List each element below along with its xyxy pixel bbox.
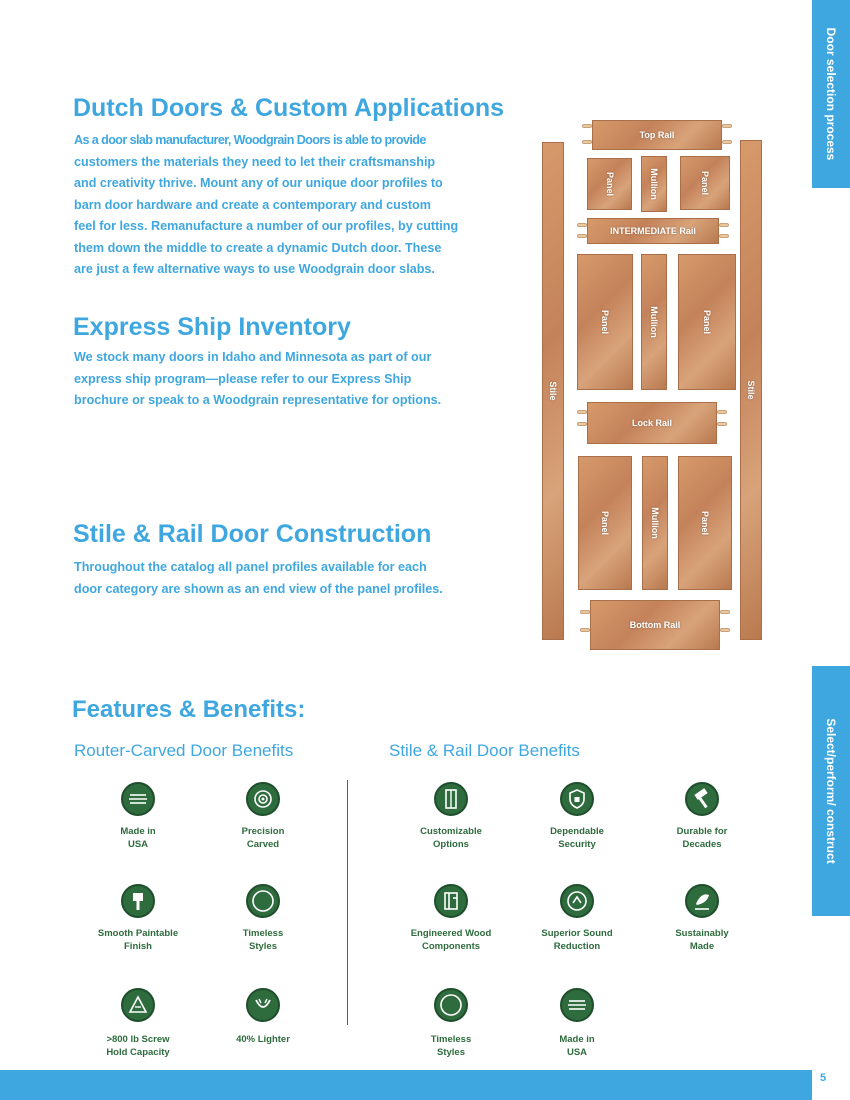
page-number: 5 [820,1072,827,1084]
screw-icon [121,988,155,1022]
feature-line: Sustainably [675,928,729,939]
feature-smooth-paintable [78,928,198,953]
intermediate-rail [587,218,719,244]
paintbrush-icon [121,884,155,918]
layers-icon [434,884,468,918]
mullion [641,156,667,212]
dowel [719,234,729,238]
lock-rail [587,402,717,444]
intermediate-rail-label: INTERMEDIATE Rail [610,226,696,236]
feature-precision-carved [203,826,323,851]
dowel [580,610,590,614]
dowel [582,124,592,128]
text-line: customers the materials they need to let their craftsmanship [74,154,436,169]
stile-rail-title: Stile & Rail Door Construction [73,520,432,548]
feature-line: Durable for [676,826,728,837]
feature-line: Engineered Wood [410,928,492,939]
side-tab-select-perform[interactable] [812,666,850,916]
dowel [577,234,587,238]
bottom-rail [590,600,720,650]
stile-right [740,140,762,640]
express-ship-title: Express Ship Inventory [73,313,351,341]
feature-lighter [203,1034,323,1047]
text-line: door category are shown as an end view of the panel profiles. [74,581,443,596]
feature-line: Finish [124,940,152,952]
feature-sound-reduction [517,928,637,953]
feature-timeless-styles [203,928,323,953]
feature-line: Dependable [550,826,604,837]
feature-line: Timeless [430,1034,472,1045]
top-rail-label: Top Rail [639,130,675,140]
panel-label: Panel [604,171,615,197]
mullion-label: Mullion [649,168,659,200]
dowel [580,628,590,632]
panel [578,456,632,590]
sound-icon [560,884,594,918]
feature-line: Made in [120,826,156,837]
panel-label: Panel [700,170,710,196]
feature-line: Security [558,838,596,850]
dowel [722,124,732,128]
feature-line: Components [421,940,481,952]
footer-bar [0,1070,812,1100]
panel [587,158,632,210]
feature-line: Made in [559,1034,595,1045]
mullion-label: Mullion [650,507,660,539]
feature-sustainably-made [642,928,762,953]
stile-rail-text [74,557,466,600]
feature-durable [642,826,762,851]
feature-line: >800 lb Screw [106,1034,170,1045]
feature-line: Precision [241,826,285,837]
text-line: As a door slab manufacturer, Woodgrain Doors is able to provide [74,133,426,147]
feature-line: Timeless [242,928,284,939]
circle-icon [246,884,280,918]
feature-security [517,826,637,851]
dutch-doors-title: Dutch Doors & Custom Applications [73,94,505,122]
mullion [642,456,668,590]
panel-label: Panel [600,510,610,536]
bottom-rail-label: Bottom Rail [629,620,681,630]
side-tab-select-perform-label: Select/perform/ construct [824,718,838,864]
panel-label: Panel [700,510,710,536]
hammer-icon [685,782,719,816]
dowel [582,140,592,144]
column-divider [347,780,348,1025]
features-title: Features & Benefits: [72,696,306,723]
flag-icon [121,782,155,816]
dowel [720,628,730,632]
feature-timeless-styles [391,1034,511,1059]
leaf-icon [685,884,719,918]
feature-line: Options [433,838,469,850]
door-icon [434,782,468,816]
feature-screw-hold [78,1034,198,1059]
router-benefits-heading: Router-Carved Door Benefits [74,741,294,760]
feature-line: Customizable [420,826,482,837]
stile-left [542,142,564,640]
door-construction-diagram [530,110,810,650]
text-line: Throughout the catalog all panel profiles available for each [74,560,427,574]
feature-line: Made [689,940,715,952]
dowel [577,410,587,414]
stile-label: Stile [746,380,756,400]
dowel [577,223,587,227]
panel [678,254,736,390]
mullion [641,254,667,390]
side-tab-door-selection-label: Door selection process [824,27,838,161]
shield-icon [560,782,594,816]
panel [577,254,633,390]
circle-icon [434,988,468,1022]
top-rail [592,120,722,150]
side-tab-door-selection[interactable] [812,0,850,188]
text-line: and creativity thrive. Mount any of our unique door profiles to [74,176,443,190]
mullion-label: Mullion [649,306,659,338]
dutch-doors-text [74,130,466,281]
text-line: them down the middle to create a dynamic Dutch door. These [74,240,442,255]
feature-made-in-usa [517,1034,637,1059]
feature-line: USA [566,1046,588,1058]
feature-line: USA [127,838,149,850]
feature-line: Decades [682,838,722,850]
feature-line: Smooth Paintable [97,928,179,939]
feature-line: Hold Capacity [106,1046,170,1058]
text-line: barn door hardware and create a contemporary and custom [74,197,431,212]
panel-label: Panel [600,309,610,335]
feature-made-in-usa [78,826,198,851]
feature-line: Carved [246,838,280,850]
panel [678,456,732,590]
panel [680,156,730,210]
dowel [717,410,727,414]
feature-line: Superior Sound [541,928,613,939]
text-line: feel for less. Remanufacture a number of our profiles, by cutting [74,219,459,233]
dowel [720,610,730,614]
text-line: are just a few alternative ways to use Woodgrain door slabs. [74,262,435,276]
dowel [722,140,732,144]
feature-engineered-wood [391,928,511,953]
express-ship-text [74,347,466,412]
dowel [719,223,729,227]
text-line: We stock many doors in Idaho and Minnesota as part of our [74,350,432,364]
stile-benefits-heading: Stile & Rail Door Benefits [389,741,580,760]
panel-label: Panel [702,309,712,335]
stile-label: Stile [548,381,558,401]
dowel [717,422,727,426]
flag-icon [560,988,594,1022]
feature-line: Styles [249,940,277,952]
feature-customizable [391,826,511,851]
dowel [577,422,587,426]
text-line: express ship program—please refer to our Express Ship [74,371,412,386]
feather-icon [246,988,280,1022]
target-icon [246,782,280,816]
feature-line: 40% Lighter [236,1034,290,1045]
lock-rail-label: Lock Rail [631,418,673,428]
feature-line: Styles [437,1046,465,1058]
feature-line: Reduction [553,940,601,952]
text-line: brochure or speak to a Woodgrain representative for options. [74,393,442,407]
